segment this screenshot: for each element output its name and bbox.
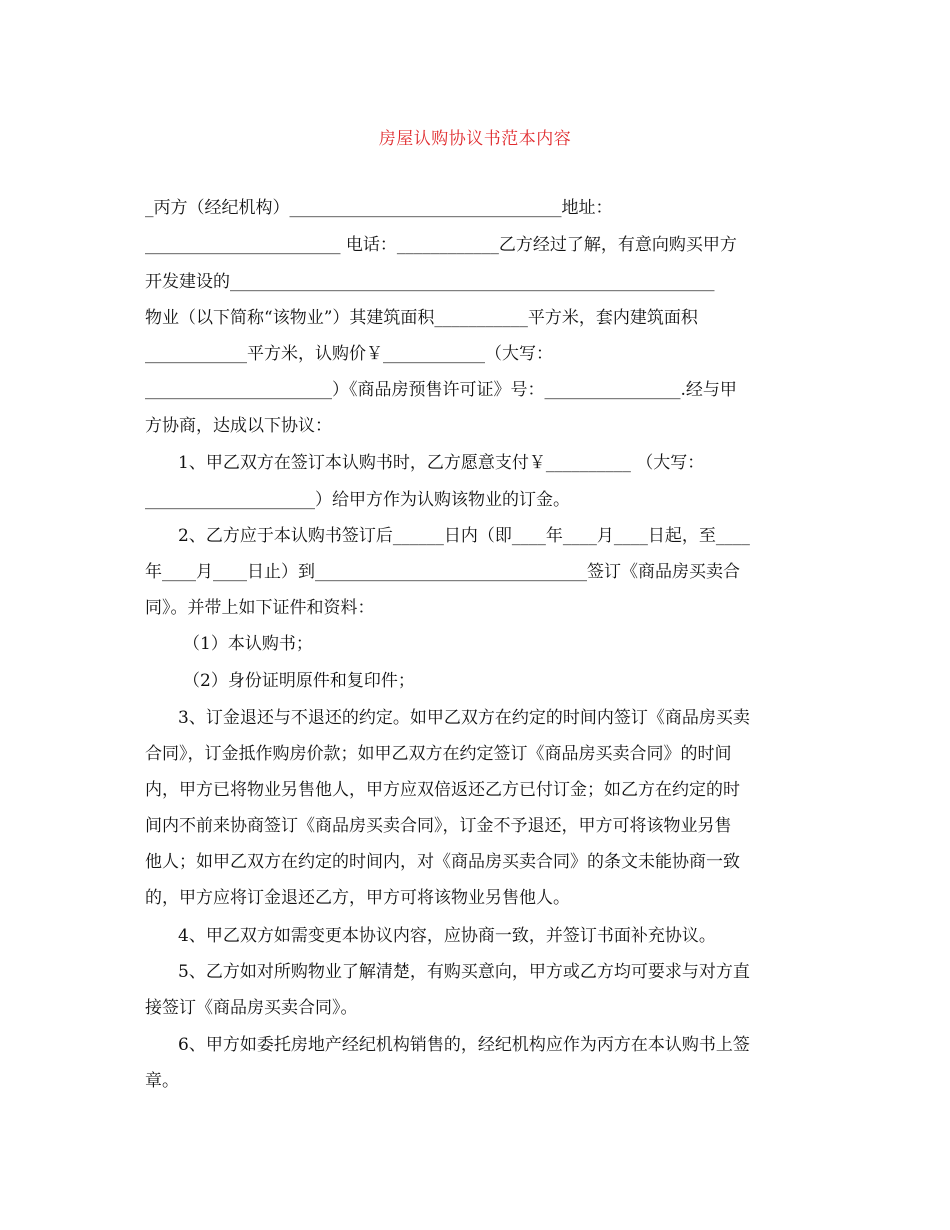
text-line: 的，甲方应将订金退还乙方，甲方可将该物业另售他人。 xyxy=(145,888,570,908)
text-line: _丙方（经纪机构）________________________________地址： xyxy=(145,198,613,218)
clause-5: 5、乙方如对所购物业了解清楚，有购买意向，甲方或乙方均可要求与对方直 xyxy=(178,962,750,982)
text-line: _______________________ 电话：____________乙方经过了解，有意向购买甲方 xyxy=(145,235,737,255)
clause-2: 2、乙方应于本认购书签订后______日内（即____年____月____日起，至____ xyxy=(178,526,750,546)
document-title: 房屋认购协议书范本内容 xyxy=(378,129,572,149)
text-line: ____________________）给甲方作为认购该物业的订金。 xyxy=(145,490,570,510)
clause-1: 1、甲乙双方在签订本认购书时，乙方愿意支付￥__________ （大写： xyxy=(178,453,705,473)
text-line: 间内不前来协商签订《商品房买卖合同》，订金不予退还，甲方可将该物业另售 xyxy=(145,816,732,836)
text-line: 他人；如甲乙双方在约定的时间内，对《商品房买卖合同》的条文未能协商一致 xyxy=(145,852,740,872)
text-line: 章。 xyxy=(145,1071,179,1091)
list-item: （2）身份证明原件和复印件； xyxy=(183,671,415,691)
list-item: （1）本认购书； xyxy=(183,634,313,654)
text-line: 内，甲方已将物业另售他人，甲方应双倍返还乙方已付订金；如乙方在约定的时 xyxy=(145,780,740,800)
text-line: 同》。并带上如下证件和资料： xyxy=(145,598,375,618)
clause-4: 4、甲乙双方如需变更本协议内容，应协商一致，并签订书面补充协议。 xyxy=(178,926,716,946)
clause-6: 6、甲方如委托房地产经纪机构销售的，经纪机构应作为丙方在本认购书上签 xyxy=(178,1035,750,1055)
text-line: 开发建设的_________________________________________________________ xyxy=(145,272,715,292)
text-line: ______________________）《商品房预售许可证》号：________________.经与甲 xyxy=(145,380,737,400)
clause-3: 3、订金退还与不退还的约定。如甲乙双方在约定的时间内签订《商品房买卖 xyxy=(178,708,750,728)
text-line: ____________平方米，认购价￥____________（大写： xyxy=(145,344,553,364)
text-line: 接签订《商品房买卖合同》。 xyxy=(145,998,358,1018)
text-line: 物业（以下简称“该物业”）其建筑面积___________平方米，套内建筑面积 xyxy=(145,308,698,328)
text-line: 合同》，订金抵作购房价款；如甲乙双方在约定签订《商品房买卖合同》的时间 xyxy=(145,744,732,764)
text-line: 方协商，达成以下协议： xyxy=(145,416,332,436)
text-line: 年____月____日止）到________________________________签订《商品房买卖合 xyxy=(145,562,740,582)
